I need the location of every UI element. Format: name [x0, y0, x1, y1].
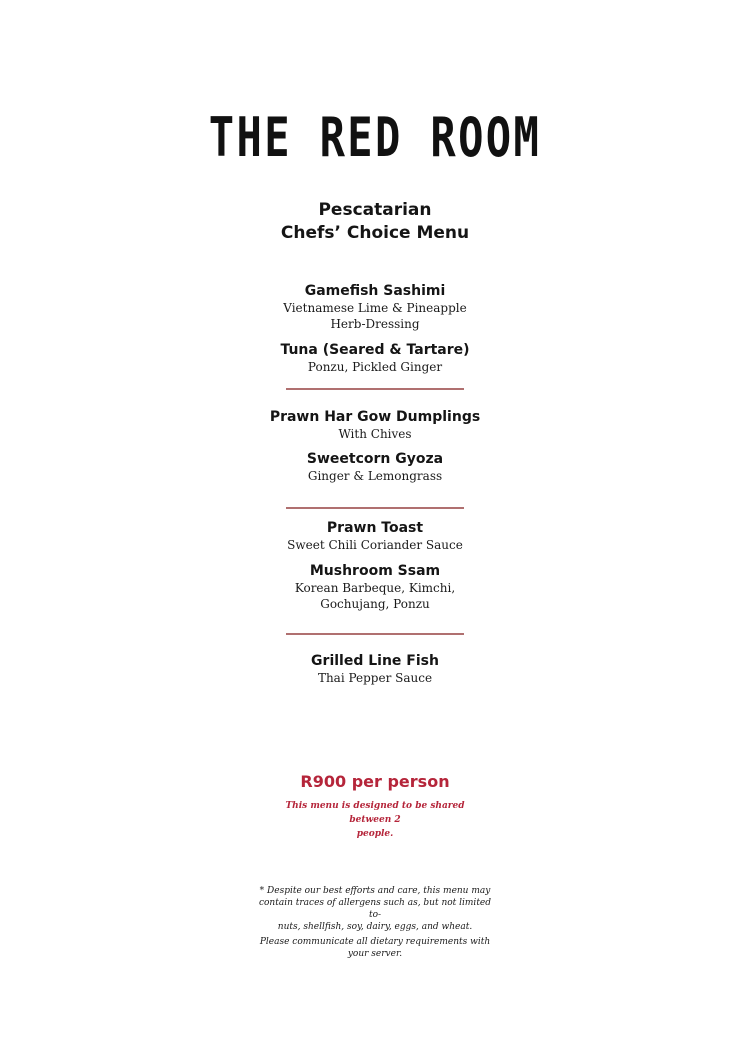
dish-name: Prawn Har Gow Dumplings [269, 409, 481, 425]
dish-description: Ponzu, Pickled Ginger [307, 360, 443, 374]
allergen-line: contain traces of allergens such as, but not limited to- [258, 898, 492, 920]
dish-description: Ginger & Lemongrass [307, 469, 443, 483]
dish-name: Prawn Toast [326, 520, 424, 536]
dish-name: Mushroom Ssam [309, 563, 441, 579]
course-divider [286, 633, 464, 635]
menu-item [0, 562, 750, 612]
allergen-line: * Despite our best efforts and care, this menu may [259, 886, 491, 896]
menu-item [0, 408, 750, 442]
restaurant-logo: THE RED ROOM [208, 106, 542, 169]
menu-item [0, 341, 750, 375]
allergen-disclaimer [255, 885, 495, 933]
dish-name: Gamefish Sashimi [304, 283, 446, 299]
dish-description: Vietnamese Lime & Pineapple [283, 301, 467, 315]
dish-description: Sweet Chili Coriander Sauce [287, 538, 463, 552]
menu-item [0, 450, 750, 484]
course-divider [286, 388, 464, 390]
menu-item [0, 652, 750, 686]
allergen-line: nuts, shellfish, soy, dairy, eggs, and wheat. [277, 922, 473, 932]
dietary-line: your server. [347, 949, 403, 959]
menu-subtitle-line1: Pescatarian [318, 200, 432, 220]
dish-name: Tuna (Seared & Tartare) [280, 342, 470, 358]
menu-subtitle-line2: Chefs’ Choice Menu [280, 223, 470, 243]
dish-name: Sweetcorn Gyoza [306, 451, 444, 467]
sharing-note [265, 799, 485, 841]
menu-item [0, 519, 750, 553]
dietary-note [255, 936, 495, 960]
dish-name: Grilled Line Fish [311, 653, 439, 669]
menu-price: R900 per person [300, 772, 450, 791]
menu-item [0, 282, 750, 332]
dish-description: Thai Pepper Sauce [317, 671, 433, 685]
dish-description: Gochujang, Ponzu [320, 597, 430, 611]
dietary-line: Please communicate all dietary requirements with [259, 937, 491, 947]
dish-description: With Chives [338, 427, 412, 441]
sharing-note-line: This menu is designed to be shared between 2 [285, 801, 465, 825]
dish-description: Korean Barbeque, Kimchi, [294, 581, 456, 595]
sharing-note-line: people. [356, 829, 394, 839]
dish-description: Herb-Dressing [330, 317, 420, 331]
course-divider [286, 507, 464, 509]
